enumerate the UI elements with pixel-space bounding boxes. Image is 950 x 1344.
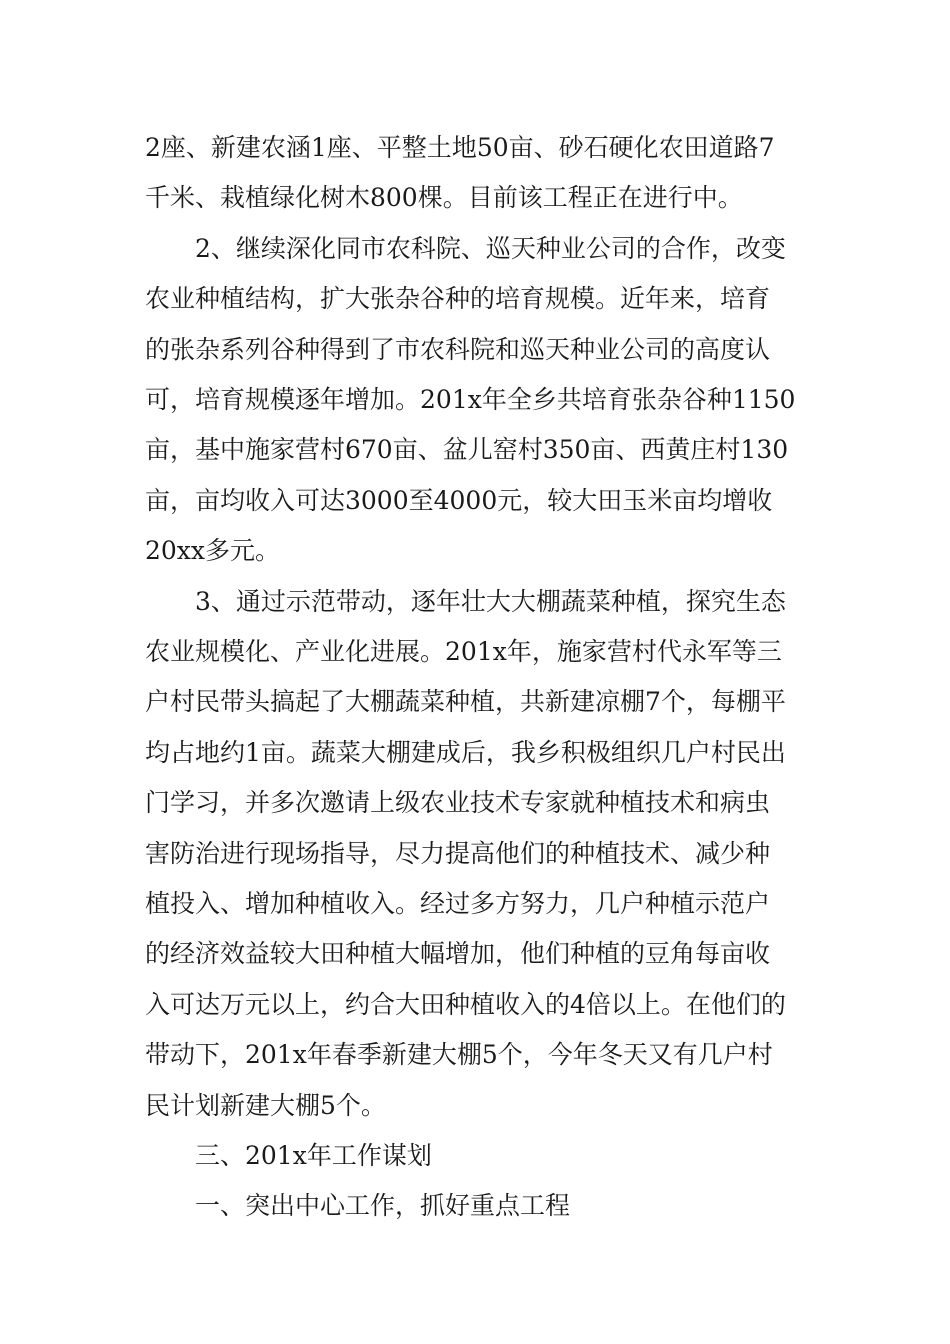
subsection-heading: 一、突出中心工作，抓好重点工程 — [195, 1191, 571, 1220]
text-line-14: 门学习，并多次邀请上级农业技术专家就种植技术和病虫 — [145, 788, 771, 817]
text-line-2: 千米、栽植绿化树木800棵。目前该工程正在进行中。 — [145, 183, 743, 212]
text-line-4: 农业种植结构，扩大张杂谷种的培育规模。近年来，培育 — [145, 284, 771, 313]
text-line-5: 的张杂系列谷种得到了市农科院和巡天种业公司的高度认 — [145, 335, 771, 364]
text-line-1: 2座、新建农涵1座、平整土地50亩、砂石硬化农田道路7 — [145, 133, 775, 162]
text-line-17: 的经济效益较大田种植大幅增加，他们种植的豆角每亩收 — [145, 939, 771, 968]
paragraph-2-start: 2、继续深化同市农科院、巡天种业公司的合作，改变 — [195, 234, 786, 263]
text-line-19: 带动下，201x年春季新建大棚5个，今年冬天又有几户村 — [145, 1040, 773, 1069]
text-line-18: 入可达万元以上，约合大田种植收入的4倍以上。在他们的 — [145, 990, 786, 1019]
text-line-6: 可，培育规模逐年增加。201x年全乡共培育张杂谷种1150 — [145, 385, 796, 414]
text-line-16: 植投入、增加种植收入。经过多方努力，几户种植示范户 — [145, 889, 771, 918]
text-line-12: 户村民带头搞起了大棚蔬菜种植，共新建凉棚7个，每棚平 — [145, 687, 786, 716]
text-line-11: 农业规模化、产业化进展。201x年，施家营村代永军等三 — [145, 637, 782, 666]
text-line-15: 害防治进行现场指导，尽力提高他们的种植技术、减少种 — [145, 839, 771, 868]
text-line-9: 20xx多元。 — [145, 536, 281, 565]
section-heading: 三、201x年工作谋划 — [195, 1141, 432, 1170]
paragraph-3-start: 3、通过示范带动，逐年壮大大棚蔬菜种植，探究生态 — [195, 587, 786, 616]
text-line-20: 民计划新建大棚5个。 — [145, 1091, 386, 1120]
text-line-13: 均占地约1亩。蔬菜大棚建成后，我乡积极组织几户村民出 — [145, 738, 786, 767]
text-line-7: 亩，基中施家营村670亩、盆儿窑村350亩、西黄庄村130 — [145, 435, 789, 464]
text-line-8: 亩，亩均收入可达3000至4000元，较大田玉米亩均增收 — [145, 486, 773, 515]
